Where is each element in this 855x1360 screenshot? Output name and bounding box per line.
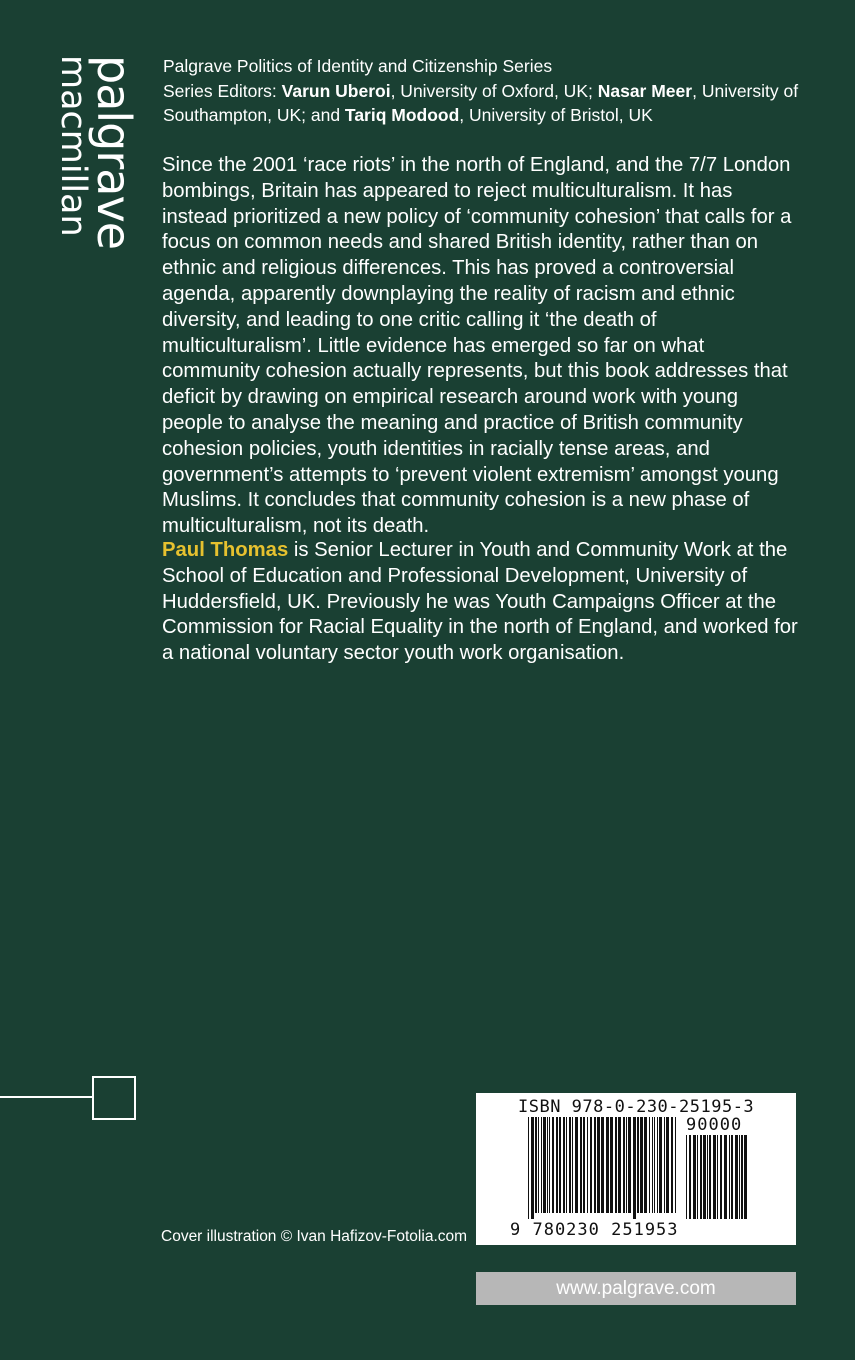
- barcode-bar: [543, 1117, 546, 1213]
- barcode-bar: [675, 1117, 676, 1213]
- barcode-bar: [580, 1117, 582, 1213]
- barcode-bar: [569, 1117, 571, 1213]
- barcode-bar: [666, 1117, 669, 1213]
- barcode-bar: [657, 1117, 658, 1213]
- barcode-bar: [590, 1117, 592, 1213]
- barcode-bar: [575, 1117, 578, 1213]
- cover-credit: Cover illustration © Ivan Hafizov-Fotolia.com: [161, 1228, 468, 1245]
- barcode-bar: [654, 1117, 655, 1213]
- barcode-bar: [720, 1135, 722, 1219]
- barcode-bar: [703, 1135, 706, 1219]
- barcode-bar: [528, 1117, 529, 1219]
- barcode-bar: [640, 1117, 643, 1213]
- barcode-bar: [649, 1117, 650, 1213]
- barcode-bar: [659, 1117, 662, 1213]
- barcode-bar: [741, 1135, 743, 1219]
- barcode-bar: [547, 1117, 548, 1213]
- ean-digits: 9 780230 251953: [510, 1220, 679, 1240]
- barcode-bar: [549, 1117, 550, 1213]
- barcode-bar: [563, 1117, 565, 1213]
- barcode-bar: [652, 1117, 653, 1213]
- barcode-bar: [606, 1117, 609, 1213]
- barcode-bar: [623, 1117, 625, 1213]
- barcode-bar: [601, 1117, 604, 1213]
- barcode-bar: [686, 1135, 687, 1219]
- series-editors-prefix: Series Editors:: [163, 80, 282, 101]
- editor-name: Varun Uberoi: [281, 80, 391, 101]
- series-info: [163, 54, 813, 128]
- barcode-bar: [597, 1117, 600, 1213]
- editor-name: Nasar Meer: [597, 80, 693, 101]
- book-blurb: Since the 2001 ‘race riots’ in the north of England, and the 7/7 London bombings, Britain has appeared to reject multiculturalism. It has instead prioritized a new policy of ‘community cohesion’ that calls for a focus on common needs and shared British identity, rather than on ethnic and religious differences. This has proved a controversial agenda, apparently downplaying the reality of racism and ethnic diversity, and leading to one critic calling it ‘the death of multiculturalism’. Little evidence has emerged so far on what community cohesion actually represents, but this book addresses that deficit by drawing on empirical research around work with young people to analyse the meaning and practice of British community cohesion policies, youth identities in racially tense areas, and government’s attempts to ‘prevent violent extremism’ amongst young Muslims. It concludes that community cohesion is a new phase of multiculturalism, not its death.: [162, 154, 792, 538]
- editor-affiliation: , University of Bristol, UK: [459, 105, 653, 125]
- publisher-logo: [52, 55, 141, 249]
- barcode-bar: [689, 1135, 691, 1219]
- barcode-bar: [744, 1135, 747, 1219]
- barcode-bar: [644, 1117, 647, 1213]
- barcode-bar: [735, 1135, 738, 1219]
- barcode-bar: [637, 1117, 639, 1213]
- editor-affiliation: , University of Oxford, UK;: [390, 80, 598, 101]
- barcode-bar: [615, 1117, 617, 1213]
- series-title: Palgrave Politics of Identity and Citizenship Series: [163, 56, 553, 76]
- decorative-square: [92, 1076, 136, 1120]
- barcode-bar: [572, 1117, 573, 1213]
- barcode-bar: [693, 1135, 696, 1219]
- barcode-bar: [664, 1117, 665, 1213]
- barcode-bar: [566, 1117, 567, 1213]
- barcode-bar: [610, 1117, 613, 1213]
- barcode-bar: [717, 1135, 718, 1219]
- logo-palgrave: palgrave: [87, 55, 141, 249]
- series-editors: [163, 79, 813, 128]
- barcode-bar: [628, 1117, 631, 1213]
- barcode-bar: [583, 1117, 585, 1213]
- isbn-label: ISBN 978-0-230-25195-3: [518, 1097, 755, 1117]
- author-bio: [162, 538, 802, 667]
- barcode-bar: [594, 1117, 596, 1213]
- barcode-bar: [707, 1135, 708, 1219]
- barcode-bar: [618, 1117, 621, 1213]
- barcode-bar: [541, 1117, 542, 1213]
- barcode-bar: [709, 1135, 711, 1219]
- barcode-bar: [697, 1135, 698, 1219]
- barcode-bar: [731, 1135, 733, 1219]
- barcode-bar: [700, 1135, 702, 1219]
- barcode-bar: [626, 1117, 627, 1213]
- barcode-bar: [535, 1117, 537, 1213]
- editor-affiliation: , University of Southampton, UK; and: [163, 80, 799, 125]
- logo-macmillan: macmillan: [53, 55, 93, 237]
- addon-barcode: [686, 1135, 748, 1219]
- barcode-bar: [587, 1117, 588, 1213]
- author-name: Paul Thomas: [162, 539, 289, 561]
- publisher-website[interactable]: www.palgrave.com: [476, 1272, 796, 1305]
- barcode-bar: [552, 1117, 554, 1213]
- author-bio-text: is Senior Lecturer in Youth and Community Work at the School of Education and Professional Development, University of Huddersfield, UK. Previously he was Youth Campaigns Officer at the Commission for Racial Equality in the north of England, and worked for a national voluntary sector youth work organisation.: [162, 539, 798, 665]
- ean-barcode: [528, 1117, 678, 1219]
- barcode-bar: [559, 1117, 561, 1213]
- barcode-bar: [671, 1117, 673, 1213]
- barcode-bar: [531, 1117, 534, 1219]
- decorative-line: [0, 1096, 93, 1098]
- barcode-bar: [713, 1135, 716, 1219]
- barcode-panel: [476, 1093, 796, 1245]
- barcode-bar: [633, 1117, 636, 1219]
- barcode-bar: [724, 1135, 727, 1219]
- price-code: 90000: [686, 1115, 743, 1135]
- barcode-bar: [729, 1135, 730, 1219]
- editor-name: Tariq Modood: [344, 105, 460, 125]
- barcode-bar: [739, 1135, 740, 1219]
- barcode-bar: [556, 1117, 558, 1213]
- barcode-bar: [538, 1117, 539, 1213]
